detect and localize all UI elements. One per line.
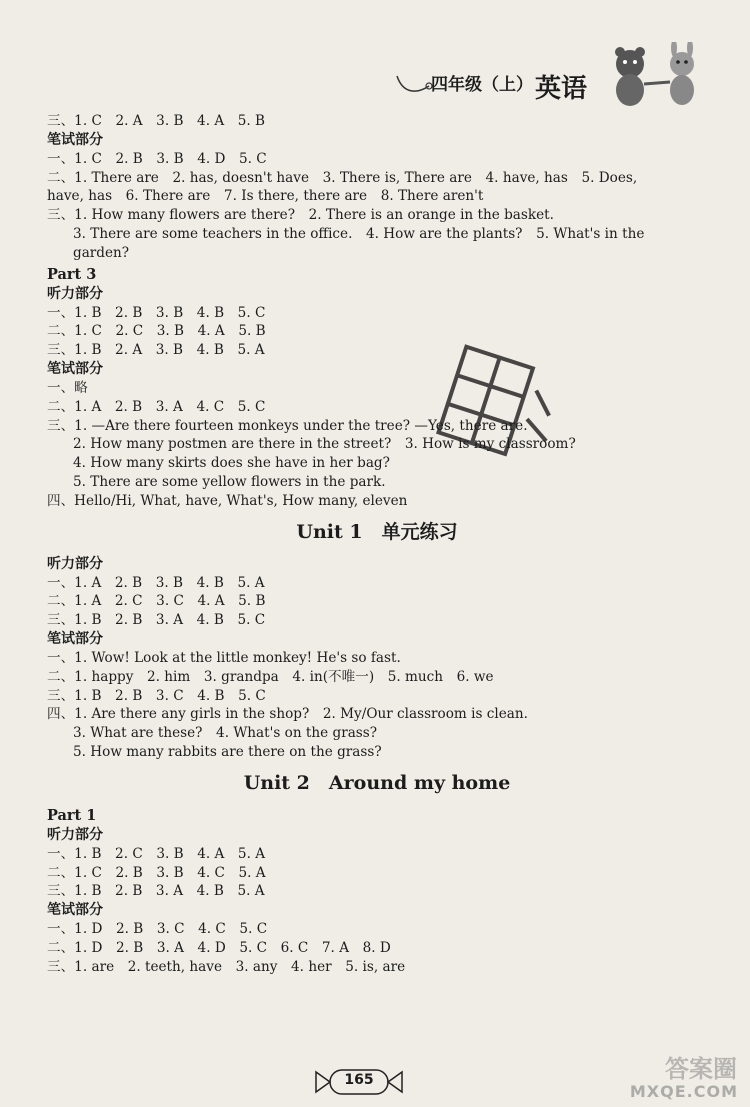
section-heading: 听力部分 [47, 555, 103, 572]
answer-line: 三、1. How many flowers are there? 2. There is an orange in the basket. [47, 207, 554, 224]
section-heading: 笔试部分 [47, 131, 103, 148]
vine-decoration-icon [395, 72, 435, 98]
answer-line: 三、1. C 2. A 3. B 4. A 5. B [47, 113, 266, 129]
answer-line: 5. How many rabbits are there on the grass? [73, 743, 382, 760]
answer-line: 三、1. B 2. B 3. C 4. B 5. C [47, 687, 266, 704]
answer-line: 2. How many postmen are there in the street? 3. How is my classroom? [73, 436, 576, 453]
answer-line: 一、1. D 2. B 3. C 4. C 5. C [47, 921, 268, 938]
part-title: Part 3 [47, 265, 97, 283]
answer-line: 四、Hello/Hi, What, have, What's, How many, eleven [47, 492, 408, 509]
unit-title-en: Unit 1 [296, 520, 363, 543]
answer-content [47, 112, 707, 977]
answer-line: 3. What are these? 4. What's on the grass? [73, 725, 378, 742]
page-header [395, 62, 725, 108]
answer-line: 三、1. B 2. A 3. B 4. B 5. A [47, 342, 265, 359]
unit-title [47, 519, 707, 545]
section-heading: 笔试部分 [47, 630, 103, 647]
answer-line: 二、1. D 2. B 3. A 4. D 5. C 6. C 7. A 8. D [47, 939, 391, 956]
watermark-icon [612, 1053, 742, 1083]
answer-line: 一、1. B 2. C 3. B 4. A 5. A [47, 845, 266, 862]
answer-line: 二、1. There are 2. has, doesn't have 3. There is, There are 4. have, has 5. Does, [47, 169, 638, 186]
grade-label: 四年级（上） [431, 75, 533, 95]
part-title: Part 1 [47, 806, 97, 824]
answer-line: 一、1. B 2. B 3. B 4. B 5. C [47, 304, 266, 321]
answer-line: 三、1. B 2. B 3. A 4. B 5. C [47, 612, 266, 629]
answer-line: 一、1. A 2. B 3. B 4. B 5. A [47, 574, 265, 591]
answer-line: 四、1. Are there any girls in the shop? 2. My/Our classroom is clean. [47, 706, 528, 723]
watermark-url: MXQE.COM [629, 1082, 738, 1101]
answer-line: 一、1. Wow! Look at the little monkey! He's so fast. [47, 649, 401, 666]
page-number [312, 1066, 406, 1098]
svg-text:答案圈: 答案圈 [665, 1055, 737, 1083]
section-heading: 听力部分 [47, 826, 103, 843]
bear-mascots-icon [600, 42, 720, 112]
answer-line: 二、1. happy 2. him 3. grandpa 4. in(不唯一) 5. much 6. we [47, 668, 494, 685]
answer-line: garden? [73, 244, 130, 261]
section-heading: 笔试部分 [47, 902, 103, 919]
answer-line: have, has 6. There are 7. Is there, there are 8. There aren't [47, 188, 484, 205]
answer-line: 一、略 [47, 379, 88, 396]
answer-line: 3. There are some teachers in the office. 4. How are the plants? 5. What's in the [73, 225, 645, 242]
watermark-logo [612, 1053, 742, 1101]
section-heading: 听力部分 [47, 285, 103, 302]
unit-title: Unit 2 Around my home [243, 771, 511, 794]
answer-line: 二、1. A 2. C 3. C 4. A 5. B [47, 593, 266, 610]
subject-label: 英语 [535, 74, 588, 104]
answer-line: 4. How many skirts does she have in her bag? [73, 455, 390, 472]
answer-line: 二、1. C 2. B 3. B 4. C 5. A [47, 864, 266, 881]
answer-line: 二、1. C 2. C 3. B 4. A 5. B [47, 323, 266, 340]
answer-line: 三、1. —Are there fourteen monkeys under the tree? —Yes, there are. [47, 417, 528, 434]
answer-line: 一、1. C 2. B 3. B 4. D 5. C [47, 150, 267, 167]
section-heading: 笔试部分 [47, 360, 103, 377]
answer-line: 三、1. B 2. B 3. A 4. B 5. A [47, 883, 265, 900]
answer-line: 5. There are some yellow flowers in the park. [73, 473, 386, 490]
page-number-text: 165 [344, 1072, 374, 1088]
unit-title-zh: 单元练习 [381, 520, 458, 543]
answer-line: 二、1. A 2. B 3. A 4. C 5. C [47, 398, 266, 415]
answer-line: 三、1. are 2. teeth, have 3. any 4. her 5. is, are [47, 958, 406, 975]
